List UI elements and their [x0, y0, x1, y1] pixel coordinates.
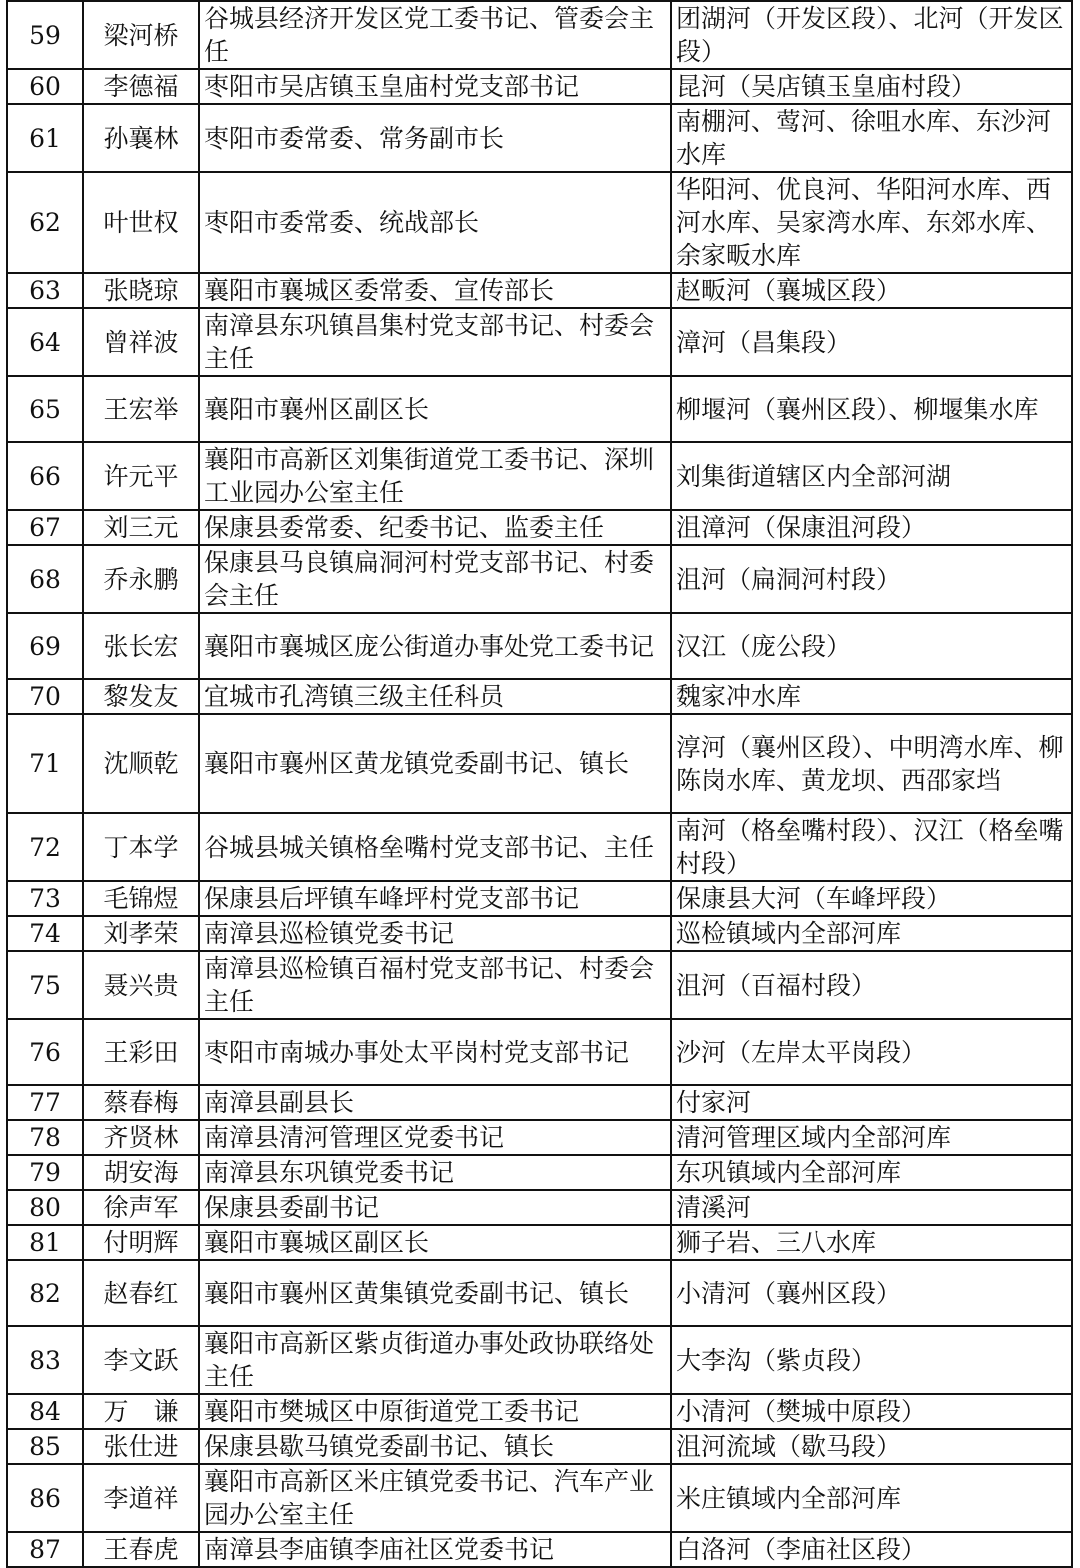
person-name: 曾祥波	[83, 308, 199, 376]
job-title: 南漳县东巩镇党委书记	[199, 1155, 671, 1190]
assigned-rivers: 团湖河（开发区段）、北河（开发区段）	[671, 1, 1072, 69]
table-row	[7, 104, 1072, 172]
row-number: 66	[7, 442, 83, 510]
table-row	[7, 1120, 1072, 1155]
assigned-rivers: 南棚河、莺河、徐咀水库、东沙河水库	[671, 104, 1072, 172]
person-name: 孙襄林	[83, 104, 199, 172]
table-row	[7, 442, 1072, 510]
row-number: 87	[7, 1532, 83, 1567]
table-row	[7, 1019, 1072, 1085]
person-name: 万 谦	[83, 1394, 199, 1429]
person-name: 赵春红	[83, 1260, 199, 1326]
assigned-rivers: 昆河（吴店镇玉皇庙村段）	[671, 69, 1072, 104]
table-row	[7, 951, 1072, 1019]
assigned-rivers: 赵畈河（襄城区段）	[671, 273, 1072, 308]
person-name: 王彩田	[83, 1019, 199, 1085]
table-row	[7, 1429, 1072, 1464]
job-title: 保康县后坪镇车峰坪村党支部书记	[199, 881, 671, 916]
table-row	[7, 1225, 1072, 1260]
person-name: 黎发友	[83, 679, 199, 714]
assigned-rivers: 巡检镇域内全部河库	[671, 916, 1072, 951]
person-name: 刘三元	[83, 510, 199, 545]
river-chief-table	[6, 0, 1073, 1568]
table-row	[7, 1085, 1072, 1120]
assigned-rivers: 淳河（襄州区段）、中明湾水库、柳陈岗水库、黄龙坝、西邵家垱	[671, 714, 1072, 813]
person-name: 王宏举	[83, 376, 199, 442]
job-title: 谷城县城关镇格垒嘴村党支部书记、主任	[199, 813, 671, 881]
person-name: 齐贤林	[83, 1120, 199, 1155]
row-number: 61	[7, 104, 83, 172]
assigned-rivers: 柳堰河（襄州区段）、柳堰集水库	[671, 376, 1072, 442]
row-number: 64	[7, 308, 83, 376]
job-title: 南漳县清河管理区党委书记	[199, 1120, 671, 1155]
person-name: 付明辉	[83, 1225, 199, 1260]
job-title: 襄阳市襄城区副区长	[199, 1225, 671, 1260]
row-number: 80	[7, 1190, 83, 1225]
row-number: 65	[7, 376, 83, 442]
row-number: 76	[7, 1019, 83, 1085]
assigned-rivers: 南河（格垒嘴村段）、汉江（格垒嘴村段）	[671, 813, 1072, 881]
assigned-rivers: 魏家冲水库	[671, 679, 1072, 714]
table-row	[7, 69, 1072, 104]
table-row	[7, 1464, 1072, 1532]
row-number: 71	[7, 714, 83, 813]
job-title: 襄阳市高新区米庄镇党委书记、汽车产业园办公室主任	[199, 1464, 671, 1532]
table-row	[7, 1394, 1072, 1429]
table-row	[7, 545, 1072, 613]
row-number: 81	[7, 1225, 83, 1260]
assigned-rivers: 白洛河（李庙社区段）	[671, 1532, 1072, 1567]
job-title: 枣阳市南城办事处太平岗村党支部书记	[199, 1019, 671, 1085]
job-title: 南漳县巡检镇党委书记	[199, 916, 671, 951]
job-title: 南漳县李庙镇李庙社区党委书记	[199, 1532, 671, 1567]
job-title: 南漳县东巩镇昌集村党支部书记、村委会主任	[199, 308, 671, 376]
row-number: 86	[7, 1464, 83, 1532]
row-number: 67	[7, 510, 83, 545]
table-row	[7, 510, 1072, 545]
table-row	[7, 679, 1072, 714]
table-row	[7, 813, 1072, 881]
assigned-rivers: 沙河（左岸太平岗段）	[671, 1019, 1072, 1085]
table-row	[7, 613, 1072, 679]
job-title: 襄阳市襄州区黄龙镇党委副书记、镇长	[199, 714, 671, 813]
row-number: 75	[7, 951, 83, 1019]
person-name: 李文跃	[83, 1326, 199, 1394]
table-row	[7, 1190, 1072, 1225]
person-name: 丁本学	[83, 813, 199, 881]
assigned-rivers: 清河管理区域内全部河库	[671, 1120, 1072, 1155]
row-number: 72	[7, 813, 83, 881]
job-title: 襄阳市襄城区委常委、宣传部长	[199, 273, 671, 308]
assigned-rivers: 小清河（襄州区段）	[671, 1260, 1072, 1326]
person-name: 张长宏	[83, 613, 199, 679]
assigned-rivers: 汉江（庞公段）	[671, 613, 1072, 679]
row-number: 68	[7, 545, 83, 613]
table-body	[7, 1, 1072, 1567]
job-title: 枣阳市委常委、常务副市长	[199, 104, 671, 172]
row-number: 60	[7, 69, 83, 104]
table-row	[7, 273, 1072, 308]
person-name: 乔永鹏	[83, 545, 199, 613]
job-title: 襄阳市高新区刘集街道党工委书记、深圳工业园办公室主任	[199, 442, 671, 510]
assigned-rivers: 大李沟（紫贞段）	[671, 1326, 1072, 1394]
assigned-rivers: 沮河流域（歇马段）	[671, 1429, 1072, 1464]
row-number: 62	[7, 172, 83, 273]
table-row	[7, 1, 1072, 69]
row-number: 83	[7, 1326, 83, 1394]
row-number: 82	[7, 1260, 83, 1326]
table-row	[7, 916, 1072, 951]
person-name: 毛锦煜	[83, 881, 199, 916]
job-title: 襄阳市樊城区中原街道党工委书记	[199, 1394, 671, 1429]
table-row	[7, 376, 1072, 442]
person-name: 蔡春梅	[83, 1085, 199, 1120]
job-title: 南漳县巡检镇百福村党支部书记、村委会主任	[199, 951, 671, 1019]
job-title: 襄阳市襄城区庞公街道办事处党工委书记	[199, 613, 671, 679]
person-name: 叶世权	[83, 172, 199, 273]
row-number: 78	[7, 1120, 83, 1155]
assigned-rivers: 清溪河	[671, 1190, 1072, 1225]
table-row	[7, 1326, 1072, 1394]
person-name: 刘孝荣	[83, 916, 199, 951]
assigned-rivers: 沮河（扁洞河村段）	[671, 545, 1072, 613]
row-number: 69	[7, 613, 83, 679]
job-title: 谷城县经济开发区党工委书记、管委会主任	[199, 1, 671, 69]
job-title: 枣阳市吴店镇玉皇庙村党支部书记	[199, 69, 671, 104]
person-name: 梁河桥	[83, 1, 199, 69]
table-row	[7, 1155, 1072, 1190]
assigned-rivers: 付家河	[671, 1085, 1072, 1120]
job-title: 襄阳市襄州区黄集镇党委副书记、镇长	[199, 1260, 671, 1326]
row-number: 84	[7, 1394, 83, 1429]
assigned-rivers: 狮子岩、三八水库	[671, 1225, 1072, 1260]
assigned-rivers: 刘集街道辖区内全部河湖	[671, 442, 1072, 510]
person-name: 张仕进	[83, 1429, 199, 1464]
job-title: 枣阳市委常委、统战部长	[199, 172, 671, 273]
person-name: 李德福	[83, 69, 199, 104]
assigned-rivers: 米庄镇域内全部河库	[671, 1464, 1072, 1532]
row-number: 85	[7, 1429, 83, 1464]
row-number: 74	[7, 916, 83, 951]
job-title: 保康县马良镇扁洞河村党支部书记、村委会主任	[199, 545, 671, 613]
job-title: 保康县委常委、纪委书记、监委主任	[199, 510, 671, 545]
assigned-rivers: 小清河（樊城中原段）	[671, 1394, 1072, 1429]
person-name: 徐声军	[83, 1190, 199, 1225]
table-row	[7, 1532, 1072, 1567]
person-name: 张晓琼	[83, 273, 199, 308]
assigned-rivers: 保康县大河（车峰坪段）	[671, 881, 1072, 916]
person-name: 聂兴贵	[83, 951, 199, 1019]
row-number: 59	[7, 1, 83, 69]
assigned-rivers: 沮河（百福村段）	[671, 951, 1072, 1019]
row-number: 63	[7, 273, 83, 308]
assigned-rivers: 漳河（昌集段）	[671, 308, 1072, 376]
table-row	[7, 881, 1072, 916]
table-row	[7, 172, 1072, 273]
person-name: 胡安海	[83, 1155, 199, 1190]
job-title: 襄阳市高新区紫贞街道办事处政协联络处主任	[199, 1326, 671, 1394]
table-row	[7, 714, 1072, 813]
person-name: 沈顺乾	[83, 714, 199, 813]
person-name: 李道祥	[83, 1464, 199, 1532]
assigned-rivers: 东巩镇域内全部河库	[671, 1155, 1072, 1190]
person-name: 许元平	[83, 442, 199, 510]
job-title: 宜城市孔湾镇三级主任科员	[199, 679, 671, 714]
row-number: 70	[7, 679, 83, 714]
person-name: 王春虎	[83, 1532, 199, 1567]
job-title: 保康县歇马镇党委副书记、镇长	[199, 1429, 671, 1464]
assigned-rivers: 华阳河、优良河、华阳河水库、西河水库、吴家湾水库、东郊水库、余家畈水库	[671, 172, 1072, 273]
assigned-rivers: 沮漳河（保康沮河段）	[671, 510, 1072, 545]
table-row	[7, 1260, 1072, 1326]
job-title: 保康县委副书记	[199, 1190, 671, 1225]
job-title: 南漳县副县长	[199, 1085, 671, 1120]
row-number: 77	[7, 1085, 83, 1120]
table-row	[7, 308, 1072, 376]
row-number: 73	[7, 881, 83, 916]
job-title: 襄阳市襄州区副区长	[199, 376, 671, 442]
row-number: 79	[7, 1155, 83, 1190]
